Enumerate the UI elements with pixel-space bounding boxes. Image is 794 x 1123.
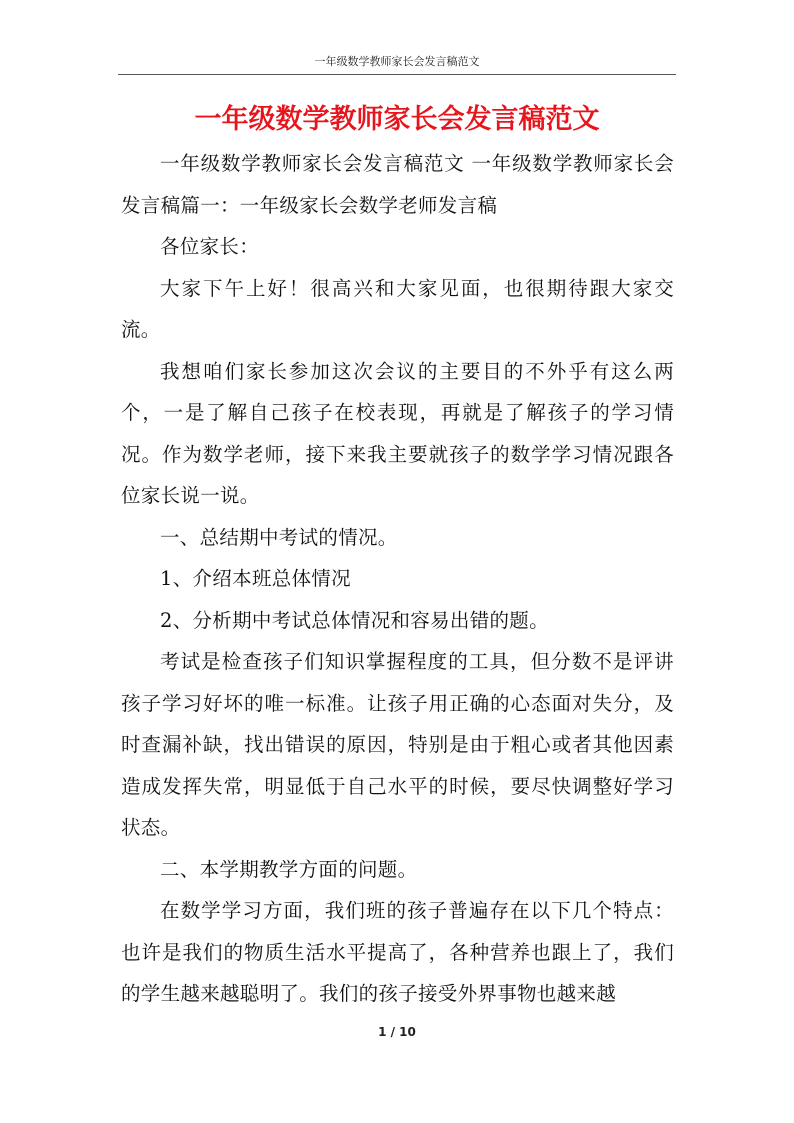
- paragraph-intro: 一年级数学教师家长会发言稿范文 一年级数学教师家长会发言稿篇一：一年级家长会数学老师发言稿: [121, 152, 674, 217]
- section-heading-teaching: 二、本学期教学方面的问题。: [160, 857, 418, 881]
- list-item-class-overview: 1、介绍本班总体情况: [160, 567, 351, 590]
- header-divider: [118, 74, 676, 75]
- paragraph-student-traits: 在数学学习方面，我们班的孩子普遍存在以下几个特点：也许是我们的物质生活水平提高了，各种营养也跟上了，我们的学生越来越聪明了。我们的孩子接受外界事物也越来越: [121, 899, 674, 1005]
- page-number: 1 / 10: [378, 1025, 416, 1039]
- list-item-exam-analysis: 2、分析期中考试总体情况和容易出错的题。: [160, 608, 549, 632]
- paragraph-exam-attitude: 考试是检查孩子们知识掌握程度的工具，但分数不是评讲孩子学习好坏的唯一标准。让孩子用正确的心态面对失分，及时查漏补缺，找出错误的原因，特别是由于粗心或者其他因素造成发挥失常，明显低于自己水平的时候，要尽快调整好学习状态。: [121, 650, 674, 839]
- paragraph-salutation: 各位家长：: [160, 235, 260, 258]
- section-heading-exam: 一、总结期中考试的情况。: [160, 525, 398, 549]
- running-header: 一年级数学教师家长会发言稿范文: [314, 55, 480, 68]
- paragraph-greeting: 大家下午上好！很高兴和大家见面，也很期待跟大家交流。: [121, 276, 674, 341]
- document-body: [121, 143, 674, 1015]
- paragraph-purpose: 我想咱们家长参加这次会议的主要目的不外乎有这么两个，一是了解自己孩子在校表现，再就是了解孩子的学习情况。作为数学老师，接下来我主要就孩子的数学学习情况跟各位家长说一说。: [121, 359, 674, 507]
- document-title: 一年级数学教师家长会发言稿范文: [194, 104, 600, 135]
